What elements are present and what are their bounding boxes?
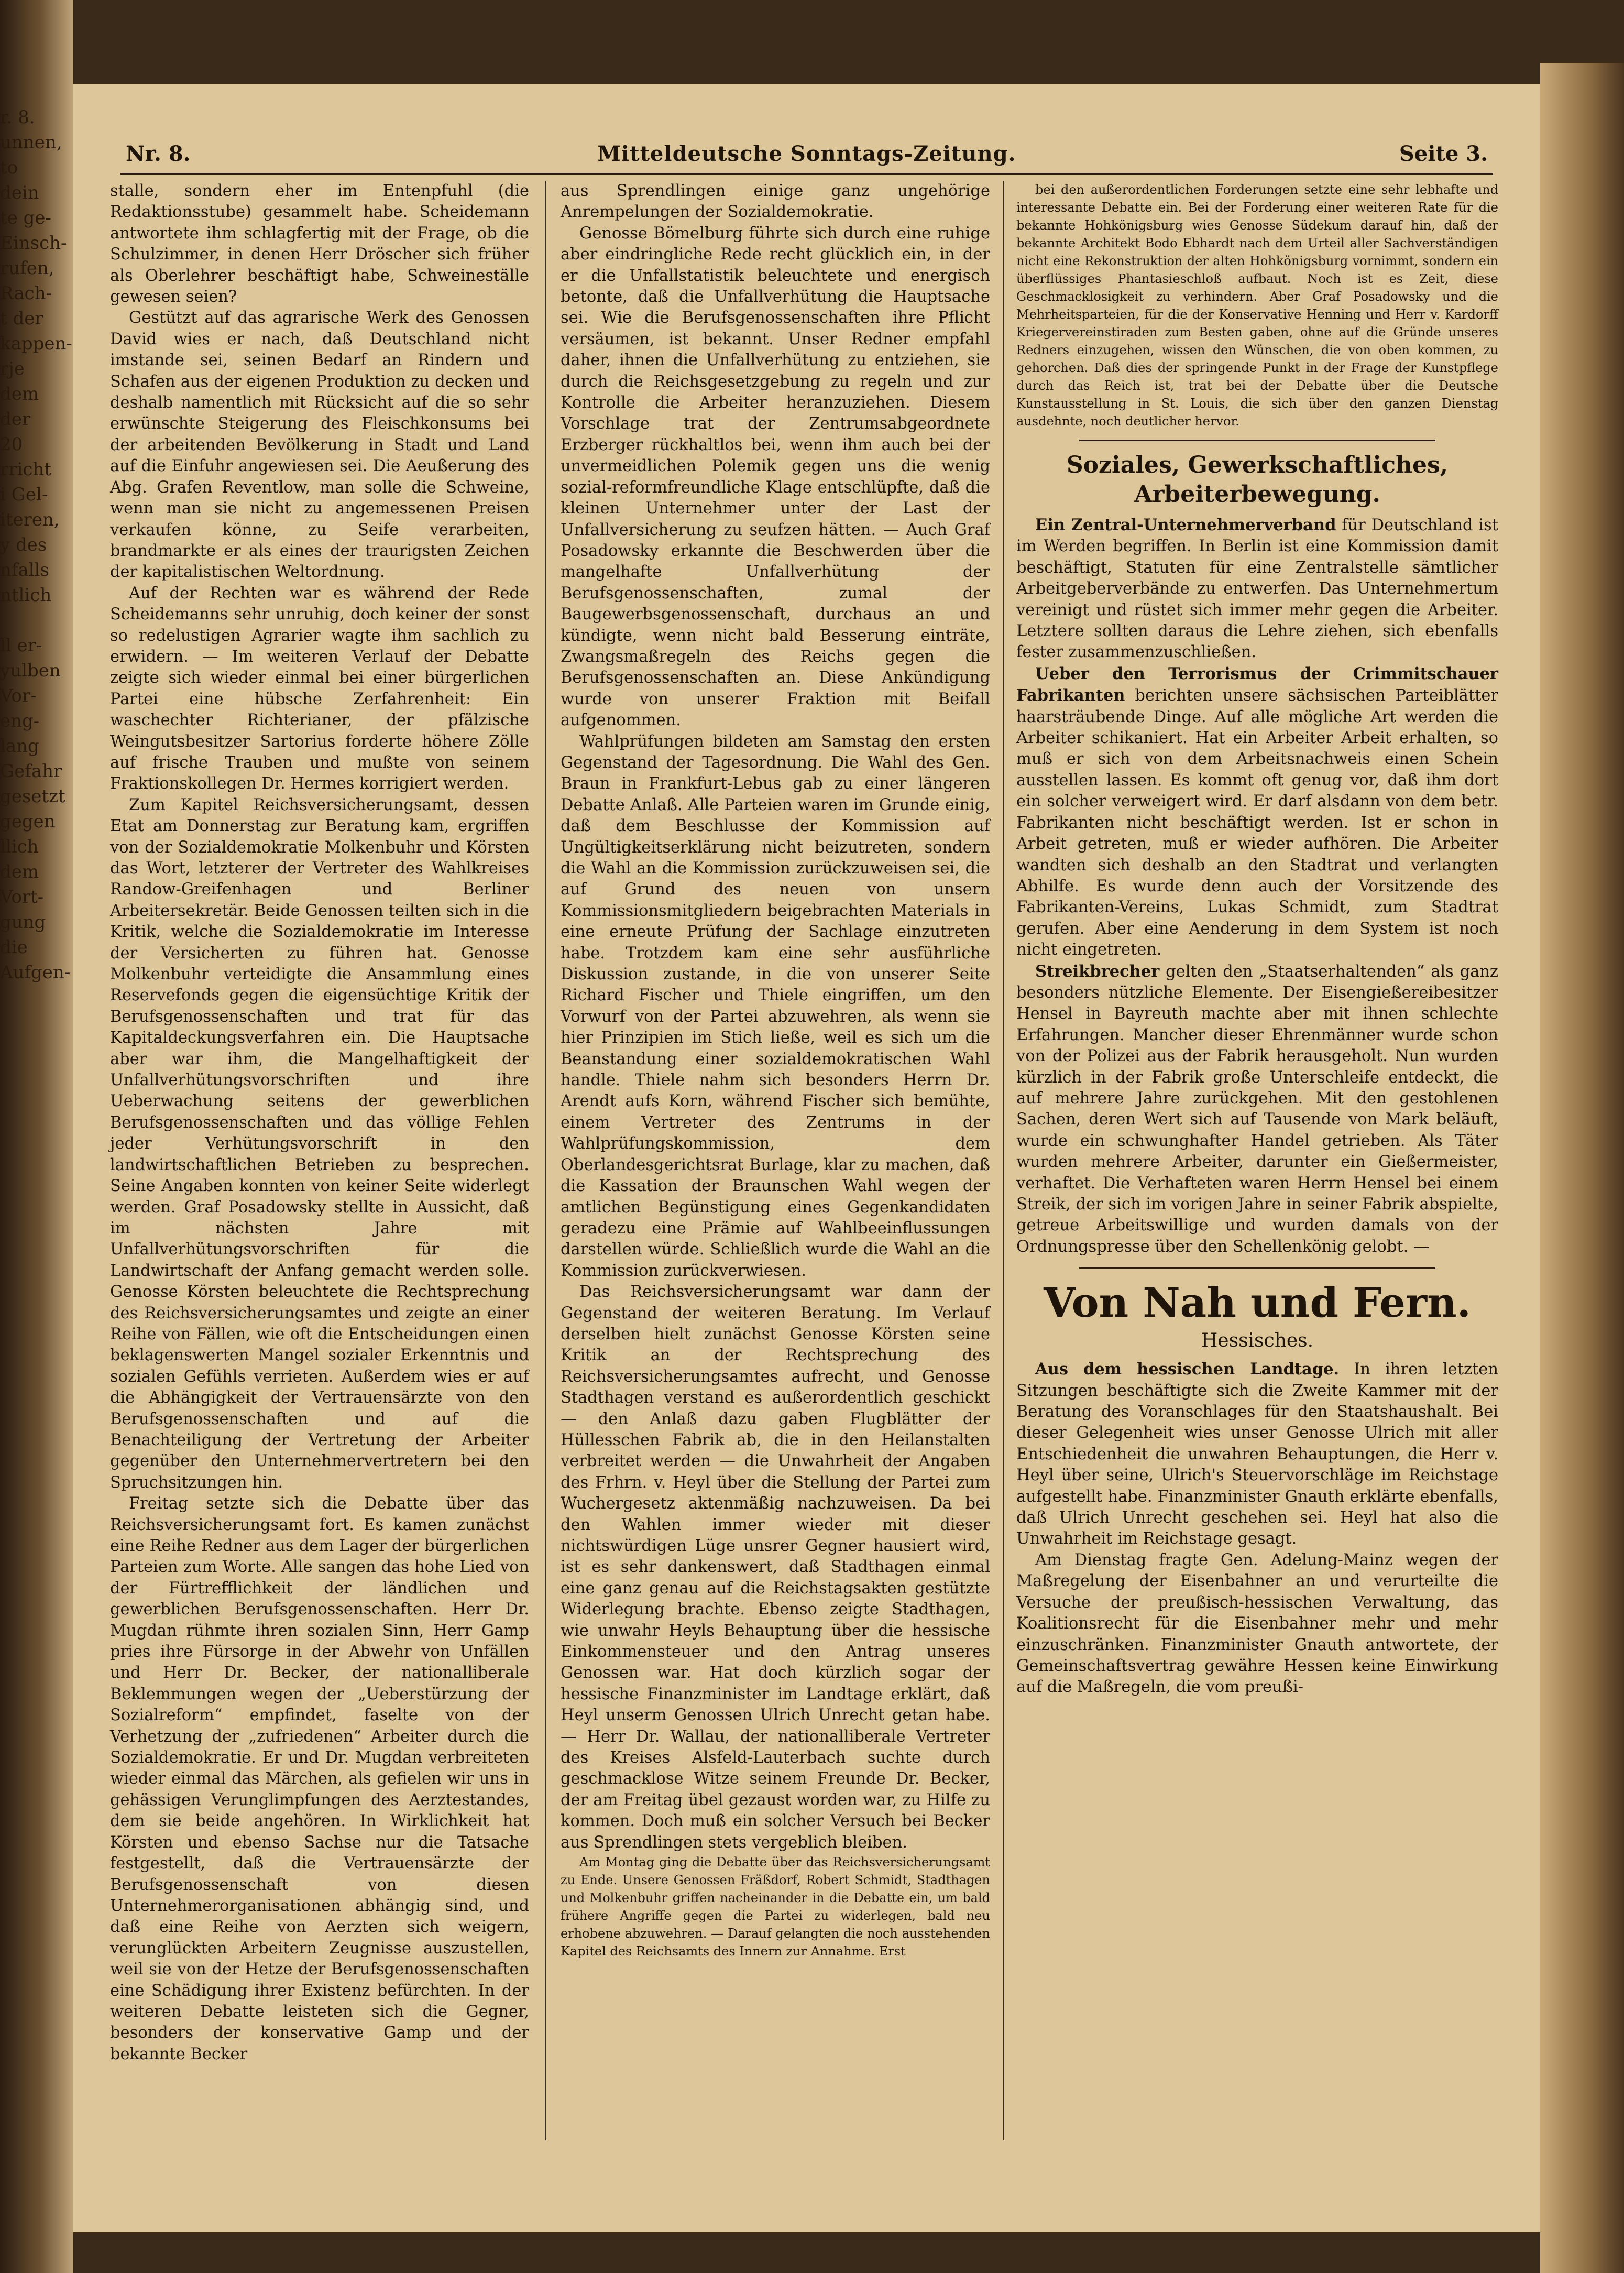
prev-page-fragment: te ge-	[0, 207, 51, 228]
prev-page-fragment: Aufgen-	[0, 962, 71, 983]
prev-page-fragment: t der	[0, 308, 43, 329]
column-1	[110, 181, 529, 2140]
paragraph	[110, 583, 529, 795]
paragraph-text: für Deutschland ist im Werden begriffen. In Berlin ist eine Kommission damit beschäftigt, Statuten für eine Zentralstelle sämtlicher Arbeitgeberverbände zu entwerfen. Das Unternehmertum vereinigt und rüstet sich immer mehr gegen die Arbeiter. Letztere sollten daraus die Lehre ziehen, sich ebenfalls fester zusammenzuschließen.	[1016, 516, 1498, 662]
paragraph	[561, 223, 990, 731]
prev-page-fragment: unnen,	[0, 132, 62, 153]
prev-page-fragment: ll er-	[0, 635, 42, 656]
column-2	[561, 181, 990, 2140]
previous-page-edge	[0, 105, 72, 2148]
paragraph	[561, 181, 990, 223]
prev-page-fragment: to dein	[0, 157, 39, 203]
prev-page-fragment: yulben	[0, 660, 61, 681]
page-edge-right	[1540, 63, 1624, 2273]
prev-page-fragment	[0, 608, 58, 633]
prev-page-fragment: eng-	[0, 711, 40, 731]
prev-page-fragment: rricht	[0, 459, 51, 480]
paragraph	[1016, 1359, 1498, 1550]
paragraph-lead: Streikbrecher	[1035, 961, 1160, 981]
paragraph	[1016, 515, 1498, 663]
prev-page-fragment: r. 8.	[0, 107, 35, 128]
paragraph-text: Genosse Bömelburg führte sich durch eine ruhige aber eindringliche Rede recht glücklich ein, in der er die Unfallstatistik beleuchtete und energisch betonte, daß die Unfallverhütung die Hauptsache sei. Wie die Berufsgenossenschaften ihre Pflicht versäumen, ist bekannt. Unser Redner empfahl daher, ihnen die Unfallverhütung zu entziehen, sie durch die Reichsgesetzgebung zu regeln und zur Kontrolle die Arbeiter heranzuziehen. Diesem Vorschlage trat der Zentrumsabgeordnete Erzberger rückhaltlos bei, wenn ihm auch bei der unvermeidlichen Polemik gegen uns die wenig sozial-reformfreundliche Klage entschlüpfte, daß die kleinen Unternehmer unter der Last der Unfallversicherung zu seufzen hätten. — Auch Graf Posadowsky erkannte die Beschwerden über die mangelhafte Unfallverhütung der Berufsgenossenschaften, zumal der Baugewerbsgenossenschaft, durchaus an und kündigte, wenn nicht bald Besserung einträte, Zwangsmaßregeln des Reichs gegen die Berufsgenossenschaften an. Diese Ankündigung wurde von unserer Fraktion mit Beifall aufgenommen.	[561, 224, 990, 730]
paragraph-text: aus Sprendlingen einige ganz ungehörige Anrempelungen der Sozialdemokratie.	[561, 182, 990, 222]
prev-page-fragment: Vort-	[0, 887, 44, 908]
prev-page-fragment: rufen,	[0, 258, 54, 279]
prev-page-fragment: Einsch-	[0, 233, 67, 254]
paragraph-text: Freitag setzte sich die Debatte über das Reichsversicherungsamt fort. Es kamen zunächst eine Reihe Redner aus dem Lager der bürgerlichen Parteien zum Worte. Alle sangen das hohe Lied von der Fürtrefflichkeit der ländlichen und gewerblichen Berufsgenossenschaften. Herr Dr. Mugdan rühmte ihren sozialen Sinn, Herr Gamp pries ihre Fürsorge in der Abwehr von Unfällen und Herr Dr. Becker, der nationalliberale Beklemmungen wegen der „Ueberstürzung der Sozialreform“ empfindet, faselte von der Verhetzung der „zufriedenen“ Arbeiter durch die Sozialdemokratie. Er und Dr. Mugdan verbreiteten wieder einmal das Märchen, als gefielen wir uns in gehässigen Verunglimpfungen des Aerztestandes, dem sie beide angehören. In Wirklichkeit hat Körsten und ebenso Sachse nur die Tatsache festgestellt, daß die Vertrauensärzte der Berufsgenossenschaft von diesen Unternehmerorganisationen abhängig sind, und daß eine Reihe von Aerzten sich weigern, verunglückten Arbeitern Zeugnisse auszustellen, weil sie von der Hetze der Berufsgenossenschaften eine Schädigung ihrer Existenz befürchten. In der weiteren Debatte leisteten sich die Gegner, besonders der konservative Gamp und der bekannte Becker	[110, 1494, 529, 2063]
paragraph	[110, 795, 529, 1493]
paragraph	[1016, 961, 1498, 1258]
hessian-articles	[1016, 1359, 1498, 1698]
prev-page-fragment: ntlich	[0, 585, 52, 606]
prev-page-fragment: Gefahr	[0, 761, 62, 782]
paragraph-lead: Aus dem hessischen Landtage.	[1035, 1360, 1340, 1379]
section-rule	[1079, 1267, 1435, 1269]
parliament-report-continued: bei den außerordentlichen Forderungen setzte eine sehr lebhafte und interessante Debatte ein. Bei der Forderung einer weiteren Rate für die bekannte Hohkönigsburg wies Genosse Südekum darauf hin, daß der bekannte Architekt Bodo Ebhardt nach dem Urteil aller Sachverständigen nicht eine Rekonstruktion der alten Hohkönigsburg vornimmt, sondern ein überflüssiges Phantasieschloß aufbaut. Noch ist es Zeit, diese Geschmacklosigkeit zu verhindern. Aber Graf Posadowsky und die Mehrheitsparteien, für die der Konservative Henning und Herr v. Kardorff Kriegervereinstiraden zum Besten gaben, ohne auf die Gründe unseres Redners einzugehen, wissen den Wünschen, die von oben kommen, zu gehorchen. Daß dies der springende Punkt in der Frage der Kunstpflege durch das Reich ist, trat bei der Debatte über die Deutsche Kunstausstellung in St. Louis, die sich über den ganzen Dienstag ausdehnte, noch deutlicher hervor.	[1016, 182, 1498, 429]
social-articles	[1016, 515, 1498, 1258]
paragraph-text: gelten den „Staatserhaltenden“ als ganz besonders nützliche Elemente. Der Eisengießereibesitzer Hensel in Bayreuth machte aber mit ihnen schlechte Erfahrungen. Mancher dieser Ehrenmänner wurde schon von der Polizei aus der Fabrik herausgeholt. Nun wurden kürzlich in der Fabrik große Unterschleife entdeckt, die auf mehrere Jahre zurückgehen. Mit den gestohlenen Sachen, deren Wert sich auf Tausende von Mark beläuft, wurde ein schwunghafter Handel getrieben. Als Täter wurden mehrere Arbeiter, darunter ein Gießermeister, verhaftet. Die Verhafteten waren Herrn Hensel bei einem Streik, der sich im vorigen Jahre in seiner Fabrik abspielte, getreue Arbeitswillige und wurden damals von der Ordnungspresse über den Schellenkönig gelobt. —	[1016, 962, 1498, 1256]
paragraph	[561, 1282, 990, 1853]
paragraph	[110, 1493, 529, 2065]
page-header	[126, 141, 1488, 173]
masthead-title: Mitteldeutsche Sonntags-Zeitung.	[597, 141, 1016, 166]
paragraph-text: Zum Kapitel Reichsversicherungsamt, dessen Etat am Donnerstag zur Beratung kam, ergriffen von der Sozialdemokratie Molkenbuhr und Körsten das Wort, letzterer der Vertreter des Wahlkreises Randow-Greifenhagen und Berliner Arbeitersekretär. Beide Genossen teilten sich in die Kritik, welche die Sozialdemokratie im Interesse der Versicherten zu führen hat. Genosse Molkenbuhr verteidigte die Ansammlung eines Reservefonds gegen die eigensüchtige Kritik der Berufsgenossenschaften und trat für das Kapitaldeckungsverfahren ein. Die Hauptsache aber war ihm, die Mangelhaftigkeit der Unfallverhütungsvorschriften und ihre Ueberwachung seitens der gewerblichen Berufsgenossenschaften und das völlige Fehlen jeder Verhütungsvorschrift in den landwirtschaftlichen Betrieben zu besprechen. Seine Angaben konnten von keiner Seite widerlegt werden. Graf Posadowsky stellte in Aussicht, daß im nächsten Jahre mit Unfallverhütungsvorschriften für die Landwirtschaft der Anfang gemacht werden solle. Genosse Körsten beleuchtete die Rechtsprechung des Reichsversicherungsamtes und zeigte an einer Reihe von Fällen, wie oft die Entscheidungen einen beklagenswerten Mangel sozialer Erkenntnis und sozialen Gefühls verrieten. Außerdem wies er auf die Abhängigkeit der Vertrauensärzte von den Berufsgenossenschaften und auf die Benachteiligung der Vertretung der Arbeiter gegenüber den Unternehmervertretern bei den Spruchsitzungen hin.	[110, 795, 529, 1492]
paragraph-text: In ihren letzten Sitzungen beschäftigte sich die Zweite Kammer mit der Beratung des Voranschlages für den Staatshaushalt. Bei dieser Gelegenheit wies unser Genosse Ulrich mit aller Entschiedenheit die unwahren Behauptungen, die Herr v. Heyl über seine, Ulrich's Steuervorschläge im Reichstage aufgestellt habe. Finanzminister Gnauth erklärte ebenfalls, daß Ulrich Unrecht geschehen sei. Heyl hat also die Unwahrheit im Reichstage gesagt.	[1016, 1360, 1498, 1548]
prev-page-fragment: gesetzt	[0, 786, 65, 807]
prev-page-fragment: i Gel-	[0, 484, 48, 505]
prev-page-fragment: kappen-	[0, 333, 72, 354]
paragraph	[110, 308, 529, 583]
paragraph-lead: Ueber den Terrorismus der Crimmitschauer Fabrikanten	[1016, 664, 1498, 705]
newspaper-page	[73, 84, 1540, 2232]
column-divider	[1003, 181, 1004, 2140]
column-divider	[545, 181, 546, 2140]
header-rule	[120, 173, 1493, 175]
prev-page-fragment: lang	[0, 736, 39, 757]
prev-page-fragment: Rach-	[0, 283, 52, 304]
prev-page-fragment: llich	[0, 836, 39, 857]
paragraph-lead: Ein Zentral-Unternehmerverband	[1035, 516, 1336, 534]
prev-page-fragment: der 20	[0, 409, 31, 455]
prev-page-fragment: dem	[0, 861, 39, 882]
prev-page-fragment: y des	[0, 534, 47, 555]
prev-page-fragment: Vor-	[0, 685, 37, 706]
subheading-hessian: Hessisches.	[1201, 1330, 1314, 1352]
prev-page-fragment: gung	[0, 912, 46, 933]
page-number: Seite 3.	[1399, 141, 1488, 166]
paragraph	[561, 731, 990, 1282]
paragraph	[110, 181, 529, 308]
paragraph-text: Am Montag ging die Debatte über das Reichsversicherungsamt zu Ende. Unsere Genossen Fräßdorf, Robert Schmidt, Stadthagen und Molkenbuhr griffen nacheinander in die Debatte ein, um bald frühere Angriffe gegen die Partei zu widerlegen, bald neu erhobene abzuwehren. — Darauf gelangten die noch ausstehenden Kapitel des Reichsamts des Innern zur Annahme. Erst	[561, 1855, 990, 1959]
prev-page-fragment: iteren,	[0, 509, 60, 530]
issue-number: Nr. 8.	[126, 141, 191, 166]
paragraph	[561, 1853, 990, 1960]
paragraph-text: Am Dienstag fragte Gen. Adelung-Mainz wegen der Maßregelung der Eisenbahner an und verurteilte die Versuche der preußisch-hessischen Verwaltung, das Koalitionsrecht für die Eisenbahner mehr und mehr einzuschränken. Finanzminister Gnauth antwortete, der Gemeinschaftsvertrag gewähre Hessen keine Einwirkung auf die Maßregeln, die vom preußi-	[1016, 1550, 1498, 1697]
prev-page-fragment: nfalls	[0, 560, 49, 581]
paragraph-text: Auf der Rechten war es während der Rede Scheidemanns sehr unruhig, doch keiner der sonst so redelustigen Agrarier wagte ihm sachlich zu erwidern. — Im weiteren Verlauf der Debatte zeigte sich wieder einmal bei einer bürgerlichen Partei eine hübsche Zerfahrenheit: Ein waschechter Richterianer, der pfälzische Weingutsbesitzer Sartorius forderte höhere Zölle auf frische Trauben und mußte von seinem Fraktionskollegen Dr. Hermes korrigiert werden.	[110, 584, 529, 793]
paragraph-text: Gestützt auf das agrarische Werk des Genossen David wies er nach, daß Deutschland nicht imstande sei, seinen Bedarf an Rindern und Schafen aus der eigenen Produktion zu decken und deshalb namentlich mit Rücksicht auf die so sehr erwünschte Steigerung des Fleischkonsums bei der arbeitenden Bevölkerung in Stadt und Land auf die Einfuhr angewiesen sei. Die Aeußerung des Abg. Grafen Reventlow, man solle die Schweine, wenn man sie nicht zu angemessenen Preisen verkaufen könne, zu Seife verarbeiten, brandmarkte er als eines der traurigsten Zeichen der kapitalistischen Weltordnung.	[110, 309, 529, 582]
paragraph-text: stalle, sondern eher im Entenpfuhl (die Redaktionsstube) gesammelt habe. Scheidemann antwortete ihm schlagfertig mit der Frage, ob die Schulzimmer, in denen Herr Dröscher sich früher als Oberlehrer beschäftigt habe, Schweineställe gewesen seien?	[110, 182, 529, 307]
prev-page-fragment: rje dem	[0, 358, 39, 405]
section-heading-social: Soziales, Gewerkschaftliches, Arbeiterbewegung.	[1066, 452, 1449, 508]
paragraph	[1016, 1550, 1498, 1698]
paragraph-text: Wahlprüfungen bildeten am Samstag den ersten Gegenstand der Tagesordnung. Die Wahl des Gen. Braun in Frankfurt-Lebus gab zu einer längeren Debatte Anlaß. Alle Parteien waren im Grunde einig, daß dem Beschlusse der Kommission auf Ungültigkeitserklärung nicht beizutreten, sondern die Wahl an die Kommission zurückzuweisen sei, die auf Grund des neuen von unsern Kommissionsmitgliedern beigebrachten Materials in eine erneute Prüfung der Sachlage einzutreten habe. Trotzdem kam eine sehr ausführliche Diskussion zustande, in die von unserer Seite Richard Fischer und Thiele eingriffen, um den Vorwurf von der Partei abzuwehren, als wenn sie hier Prinzipien im Stich ließe, weil es sich um die Beanstandung einer sozialdemokratischen Wahl handle. Thiele nahm sich besonders Herrn Dr. Arendt aufs Korn, während Fischer sich bemühte, einem Vertreter des Zentrums in der Wahlprüfungskommission, dem Oberlandesgerichtsrat Burlage, klar zu machen, daß die Kassation der Braunschen Wahl wegen der amtlichen Begünstigung eines Gegenkandidaten geradezu eine Prämie auf Wahlbeeinflussungen darstellen würde. Schließlich wurde die Wahl an die Kommission zurückverwiesen.	[561, 732, 990, 1280]
paragraph-text: Das Reichsversicherungsamt war dann der Gegenstand der weiteren Beratung. Im Verlauf derselben hielt zunächst Genosse Körsten seine Kritik an der Rechtsprechung des Reichsversicherungsamtes aufrecht, und Genosse Stadthagen verstand es außerordentlich geschickt — den Anlaß dazu gaben Flugblätter der Hüllesschen Fabrik ab, die in den Heilanstalten verbreitet werden — die Unwahrheit der Angaben des Frhrn. v. Heyl über die Stellung der Partei zum Wuchergesetz aktenmäßig nachzuweisen. Da bei den Wahlen immer wieder mit dieser nichtswürdigen Lüge unsrer Gegner hausiert wird, ist es sehr dankenswert, daß Stadthagen einmal eine ganz genau auf die Reichstagsakten gestützte Widerlegung brachte. Ebenso zeigte Stadthagen, wie unwahr Heyls Behauptung über die hessische Einkommensteuer und den Antrag unseres Genossen war. Hat doch kürzlich sogar der hessische Finanzminister im Landtage erklärt, daß Heyl unserm Genossen Ulrich Unrecht getan habe. — Herr Dr. Wallau, der nationalliberale Vertreter des Kreises Alsfeld-Lauterbach suchte durch geschmacklose Witze seinem Freunde Dr. Becker, der am Freitag übel gezaust worden war, zu Hilfe zu kommen. Doch muß ein solcher Versuch bei Becker aus Sprendlingen stets vergeblich bleiben.	[561, 1283, 990, 1852]
paragraph	[1016, 663, 1498, 961]
prev-page-fragment: die	[0, 937, 28, 958]
paragraph-text: berichten unsere sächsischen Parteiblätter haarsträubende Dinge. Auf alle mögliche Art werden die Arbeiter schikaniert. Hat ein Arbeiter Arbeit erhalten, so muß er sich von dem Arbeitsnachweis einen Schein ausstellen lassen. Es kommt oft genug vor, daß ihm dort ein solcher verweigert wird. Er darf alsdann von dem betr. Fabrikanten nicht beschäftigt werden. Ist er schon in Arbeit getreten, muß er wieder aufhören. Die Arbeiter wandten sich deshalb an den Stadtrat und verlangten Abhilfe. Es wurde denn auch der Vorsitzende des Fabrikanten-Vereins, Lukas Schmidt, zum Stadtrat gerufen. Aber eine Aenderung in dem System ist noch nicht eingetreten.	[1016, 686, 1498, 959]
section-heading-near-far: Von Nah und Fern.	[1044, 1279, 1471, 1327]
section-rule	[1079, 440, 1435, 441]
column-3	[1016, 181, 1498, 2140]
prev-page-fragment: gegen	[0, 811, 56, 832]
